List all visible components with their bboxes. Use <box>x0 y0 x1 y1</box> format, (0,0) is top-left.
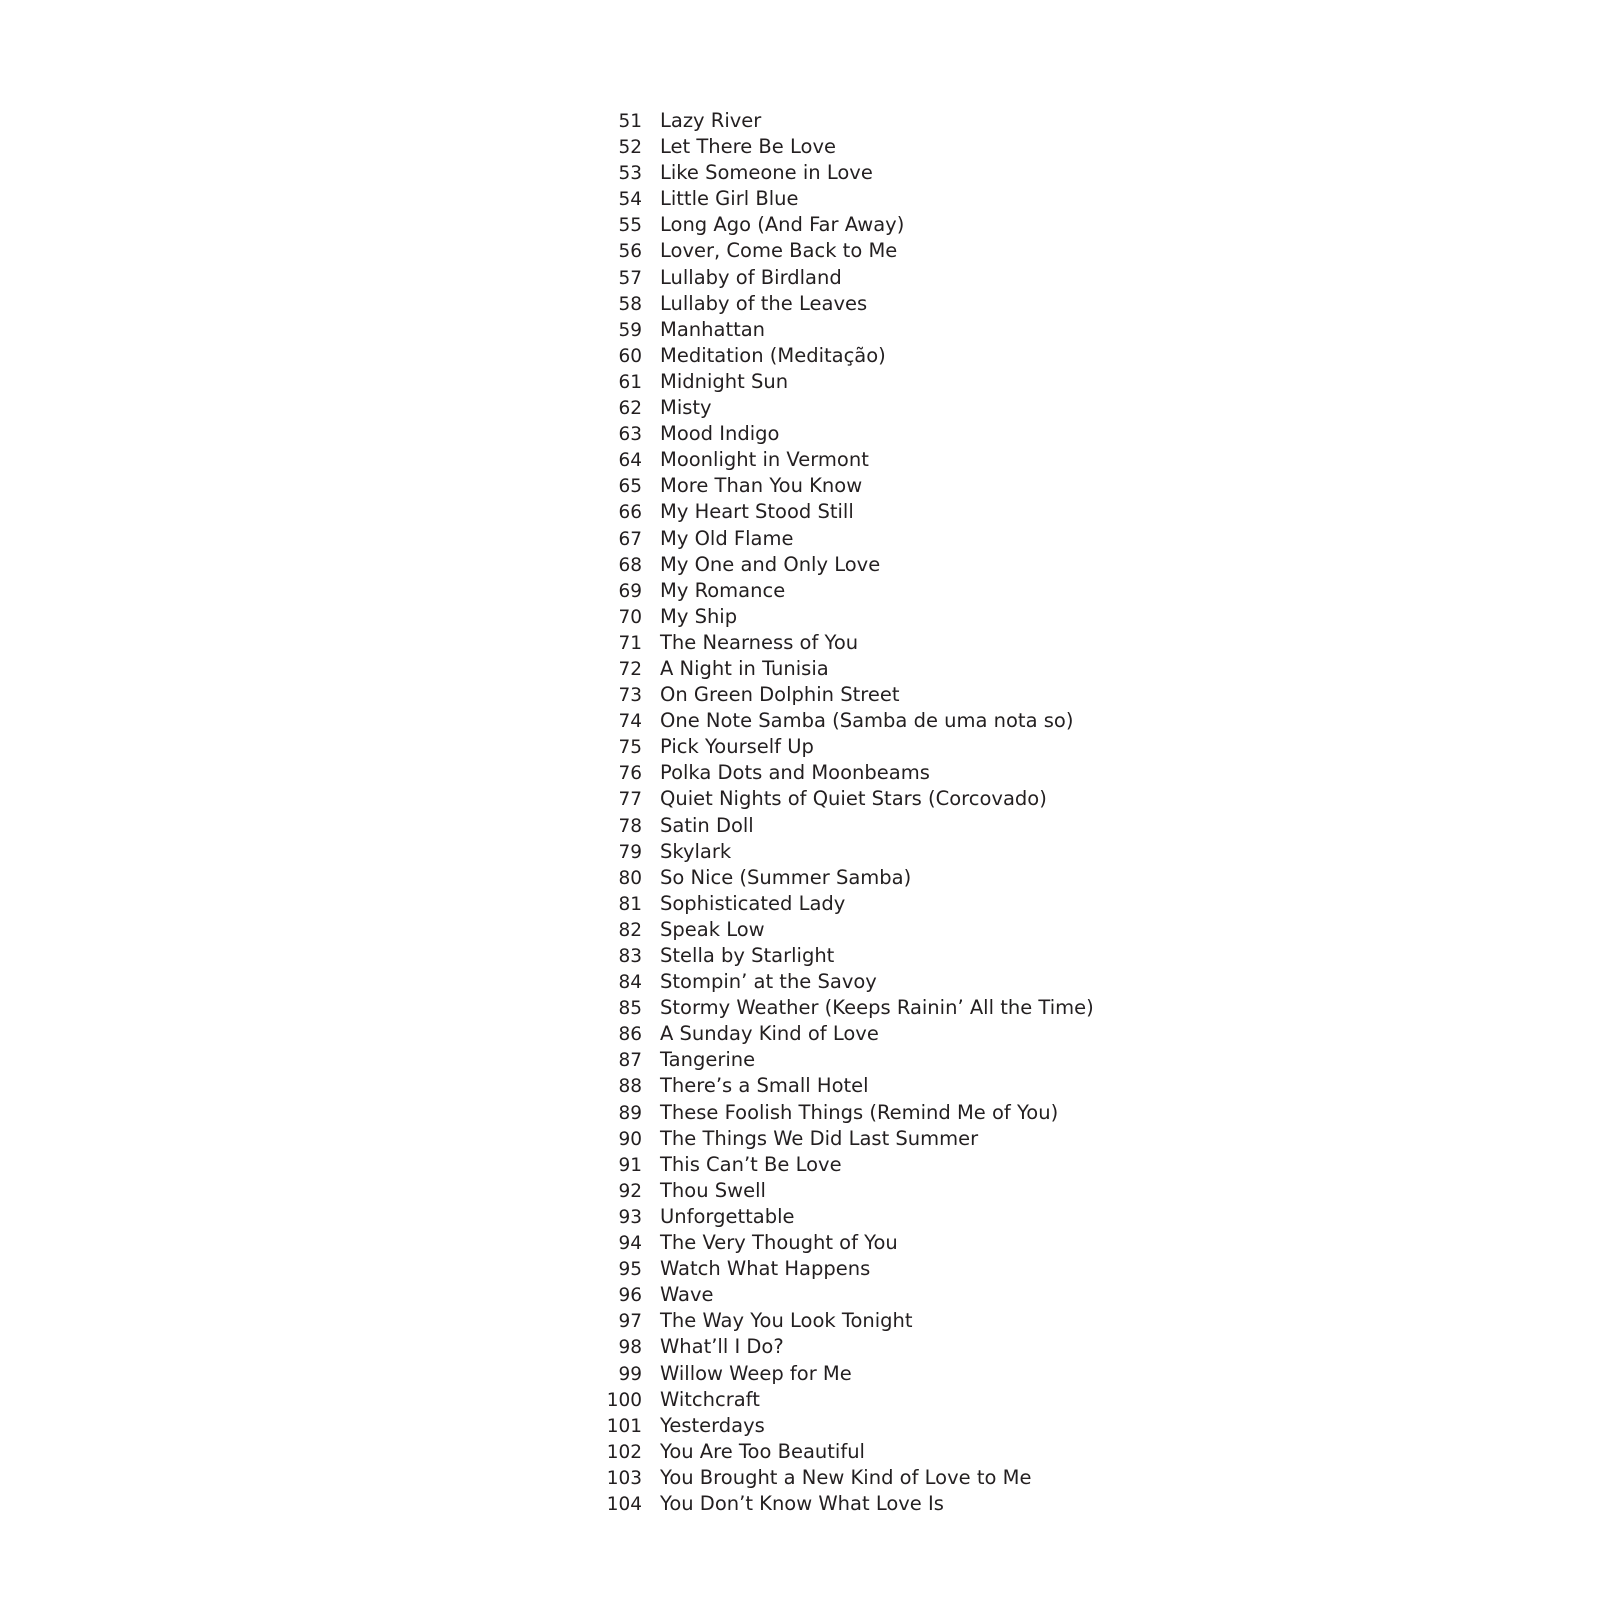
song-row <box>600 708 1300 734</box>
song-row <box>600 1256 1300 1282</box>
song-row <box>600 343 1300 369</box>
song-number: 101 <box>606 1415 642 1437</box>
song-row <box>600 369 1300 395</box>
song-row <box>600 630 1300 656</box>
song-number: 74 <box>618 711 642 733</box>
song-number: 53 <box>618 163 642 185</box>
song-number: 103 <box>606 1467 642 1489</box>
song-title: Wave <box>660 1283 714 1307</box>
song-number: 86 <box>618 1024 642 1046</box>
song-number: 57 <box>618 267 642 289</box>
song-row <box>600 865 1300 891</box>
song-title: Lover, Come Back to Me <box>660 239 898 263</box>
song-row <box>600 943 1300 969</box>
song-title: My Romance <box>660 578 786 602</box>
song-title: Satin Doll <box>660 813 754 837</box>
song-title: On Green Dolphin Street <box>660 683 900 707</box>
song-number: 60 <box>618 345 642 367</box>
song-row <box>600 265 1300 291</box>
song-title: My Ship <box>660 604 738 628</box>
song-title: You Brought a New Kind of Love to Me <box>660 1465 1032 1489</box>
song-number: 65 <box>618 476 642 498</box>
song-row <box>600 917 1300 943</box>
song-number: 66 <box>618 502 642 524</box>
song-number: 82 <box>618 919 642 941</box>
song-title: These Foolish Things (Remind Me of You) <box>660 1100 1059 1124</box>
song-number: 77 <box>618 789 642 811</box>
song-title: Like Someone in Love <box>660 161 873 185</box>
song-title: Willow Weep for Me <box>660 1361 852 1385</box>
song-row <box>600 1047 1300 1073</box>
song-title: Meditation (Meditação) <box>660 343 886 367</box>
song-row <box>600 160 1300 186</box>
song-row <box>600 1100 1300 1126</box>
song-row <box>600 499 1300 525</box>
song-row <box>600 1230 1300 1256</box>
song-row <box>600 1439 1300 1465</box>
song-number: 68 <box>618 554 642 576</box>
song-row <box>600 813 1300 839</box>
song-title: The Nearness of You <box>660 630 859 654</box>
song-title: Stompin’ at the Savoy <box>660 970 877 994</box>
song-row <box>600 473 1300 499</box>
song-title: Let There Be Love <box>660 135 836 159</box>
song-row <box>600 682 1300 708</box>
song-row <box>600 1178 1300 1204</box>
song-row <box>600 1387 1300 1413</box>
song-row <box>600 1282 1300 1308</box>
song-number: 72 <box>618 658 642 680</box>
song-number: 100 <box>606 1389 642 1411</box>
song-number: 63 <box>618 424 642 446</box>
song-number: 87 <box>618 1050 642 1072</box>
song-number: 91 <box>618 1154 642 1176</box>
song-title: Stormy Weather (Keeps Rainin’ All the Time) <box>660 996 1094 1020</box>
song-number: 54 <box>618 189 642 211</box>
song-row <box>600 656 1300 682</box>
song-title: Tangerine <box>660 1048 756 1072</box>
song-number: 51 <box>618 111 642 132</box>
song-row <box>600 526 1300 552</box>
song-title: Mood Indigo <box>660 422 780 446</box>
song-row <box>600 1126 1300 1152</box>
song-row <box>600 786 1300 812</box>
song-number: 67 <box>618 528 642 550</box>
song-title: The Way You Look Tonight <box>660 1309 913 1333</box>
song-title: Witchcraft <box>660 1387 760 1411</box>
song-row <box>600 1308 1300 1334</box>
song-row <box>600 421 1300 447</box>
song-title: Little Girl Blue <box>660 187 799 211</box>
song-number: 90 <box>618 1128 642 1150</box>
song-row <box>600 1491 1300 1517</box>
song-number: 76 <box>618 763 642 785</box>
song-title: Pick Yourself Up <box>660 735 814 759</box>
song-number: 55 <box>618 215 642 237</box>
song-row <box>600 317 1300 343</box>
song-row <box>600 212 1300 238</box>
song-title: A Night in Tunisia <box>660 656 829 680</box>
song-title: Thou Swell <box>660 1178 766 1202</box>
song-number: 58 <box>618 293 642 315</box>
song-title: The Very Thought of You <box>660 1231 898 1255</box>
song-title: There’s a Small Hotel <box>660 1074 869 1098</box>
song-row <box>600 891 1300 917</box>
song-row <box>600 760 1300 786</box>
song-row <box>600 134 1300 160</box>
song-number: 70 <box>618 606 642 628</box>
song-number: 59 <box>618 319 642 341</box>
song-number: 61 <box>618 371 642 393</box>
song-number: 78 <box>618 815 642 837</box>
song-number: 99 <box>618 1363 642 1385</box>
song-title: Lullaby of the Leaves <box>660 291 868 315</box>
song-title: Skylark <box>660 839 732 863</box>
song-number: 73 <box>618 685 642 707</box>
song-number: 62 <box>618 398 642 420</box>
song-title: Unforgettable <box>660 1204 795 1228</box>
song-title: One Note Samba (Samba de uma nota so) <box>660 709 1074 733</box>
song-row <box>600 291 1300 317</box>
song-row <box>600 969 1300 995</box>
song-title: Moonlight in Vermont <box>660 448 869 472</box>
song-title: Sophisticated Lady <box>660 891 846 915</box>
song-number: 85 <box>618 998 642 1020</box>
song-row <box>600 447 1300 473</box>
song-number: 81 <box>618 893 642 915</box>
song-title: Midnight Sun <box>660 369 789 393</box>
song-row <box>600 1413 1300 1439</box>
song-title: Manhattan <box>660 317 766 341</box>
song-title: This Can’t Be Love <box>660 1152 842 1176</box>
song-list <box>600 108 1300 1517</box>
song-title: Quiet Nights of Quiet Stars (Corcovado) <box>660 787 1047 811</box>
song-title: You Are Too Beautiful <box>660 1439 865 1463</box>
song-number: 80 <box>618 867 642 889</box>
song-row <box>600 578 1300 604</box>
song-number: 83 <box>618 946 642 967</box>
song-row <box>600 1073 1300 1099</box>
song-row <box>600 395 1300 421</box>
song-title: My Old Flame <box>660 526 794 550</box>
song-title: You Don’t Know What Love Is <box>660 1491 944 1515</box>
song-number: 56 <box>618 241 642 263</box>
song-number: 92 <box>618 1180 642 1202</box>
song-title: Polka Dots and Moonbeams <box>660 761 930 785</box>
song-row <box>600 839 1300 865</box>
song-number: 98 <box>618 1337 642 1359</box>
song-number: 97 <box>618 1311 642 1333</box>
song-number: 52 <box>618 137 642 159</box>
song-row <box>600 552 1300 578</box>
song-number: 88 <box>618 1076 642 1098</box>
song-row <box>600 1465 1300 1491</box>
song-row <box>600 604 1300 630</box>
song-row <box>600 1152 1300 1178</box>
song-row <box>600 108 1300 134</box>
song-title: Misty <box>660 396 712 420</box>
song-number: 79 <box>618 841 642 863</box>
song-row <box>600 186 1300 212</box>
song-title: Lullaby of Birdland <box>660 265 842 289</box>
song-number: 96 <box>618 1285 642 1307</box>
song-title: Watch What Happens <box>660 1257 871 1281</box>
song-title: Lazy River <box>660 109 762 132</box>
song-title: More Than You Know <box>660 474 863 498</box>
song-title: Stella by Starlight <box>660 944 835 967</box>
song-row <box>600 995 1300 1021</box>
song-title: So Nice (Summer Samba) <box>660 865 912 889</box>
song-row <box>600 238 1300 264</box>
song-number: 75 <box>618 737 642 759</box>
song-title: Speak Low <box>660 917 765 941</box>
song-number: 64 <box>618 450 642 472</box>
song-number: 104 <box>606 1493 642 1515</box>
song-number: 93 <box>618 1206 642 1228</box>
song-row <box>600 1021 1300 1047</box>
song-row <box>600 1361 1300 1387</box>
song-title: Yesterdays <box>660 1413 765 1437</box>
song-row <box>600 1204 1300 1230</box>
song-number: 71 <box>618 632 642 654</box>
song-row <box>600 1334 1300 1360</box>
song-title: A Sunday Kind of Love <box>660 1022 879 1046</box>
song-number: 89 <box>618 1102 642 1124</box>
song-number: 69 <box>618 580 642 602</box>
song-number: 94 <box>618 1233 642 1255</box>
song-title: Long Ago (And Far Away) <box>660 213 905 237</box>
song-number: 95 <box>618 1259 642 1281</box>
song-title: My One and Only Love <box>660 552 881 576</box>
song-number: 102 <box>606 1441 642 1463</box>
song-title: The Things We Did Last Summer <box>660 1126 979 1150</box>
song-title: What’ll I Do? <box>660 1335 784 1359</box>
song-title: My Heart Stood Still <box>660 500 854 524</box>
song-row <box>600 734 1300 760</box>
song-number: 84 <box>618 972 642 994</box>
